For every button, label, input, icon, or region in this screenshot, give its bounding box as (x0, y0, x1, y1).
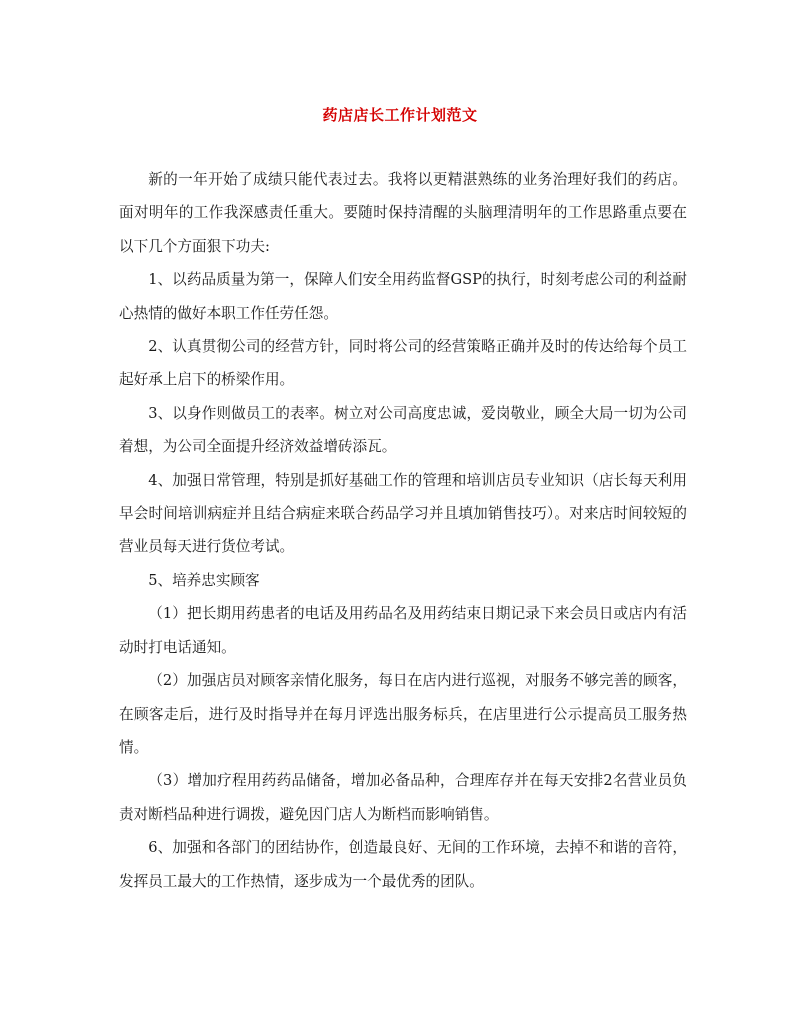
paragraph-item-3: 3、以身作则做员工的表率。树立对公司高度忠诚，爱岗敬业，顾全大局一切为公司着想，为公司全面提升经济效益增砖添瓦。 (119, 404, 687, 456)
document-body (119, 163, 687, 898)
paragraph-item-2: 2、认真贯彻公司的经营方针，同时将公司的经营策略正确并及时的传达给每个员工起好承上启下的桥梁作用。 (119, 338, 687, 389)
paragraph-item-5: 5、培养忠实顾客 (148, 571, 260, 589)
intro-paragraph: 新的一年开始了成绩只能代表过去。我将以更精湛熟练的业务治理好我们的药店。面对明年的工作我深感责任重大。要随时保持清醒的头脑理清明年的工作思路重点要在以下几个方面狠下功夫: (119, 171, 687, 255)
paragraph-subitem-5-2: （2）加强店员对顾客亲情化服务，每日在店内进行巡视，对服务不够完善的顾客，在顾客走后，进行及时指导并在每月评选出服务标兵，在店里进行公示提高员工服务热情。 (119, 672, 687, 756)
document-title: 药店店长工作计划范文 (322, 106, 478, 124)
paragraph-subitem-5-3: （3）增加疗程用药药品储备，增加必备品种，合理库存并在每天安排2名营业员负责对断档品种进行调拨，避免因门店人为断档而影响销售。 (119, 772, 687, 823)
paragraph-subitem-5-1: （1）把长期用药患者的电话及用药品名及用药结束日期记录下来会员日或店内有活动时打电话通知。 (119, 605, 687, 656)
paragraph-item-6: 6、加强和各部门的团结协作，创造最良好、无间的工作环境，去掉不和谐的音符，发挥员工最大的工作热情，逐步成为一个最优秀的团队。 (119, 839, 687, 890)
paragraph-item-4: 4、加强日常管理，特别是抓好基础工作的管理和培训店员专业知识（店长每天利用早会时间培训病症并且结合病症来联合药品学习并且填加销售技巧）。对来店时间较短的营业员每天进行货位考试。 (119, 471, 687, 556)
paragraph-item-1: 1、以药品质量为第一，保障人们安全用药监督GSP的执行，时刻考虑公司的利益耐心热情的做好本职工作任劳任怨。 (119, 271, 687, 322)
